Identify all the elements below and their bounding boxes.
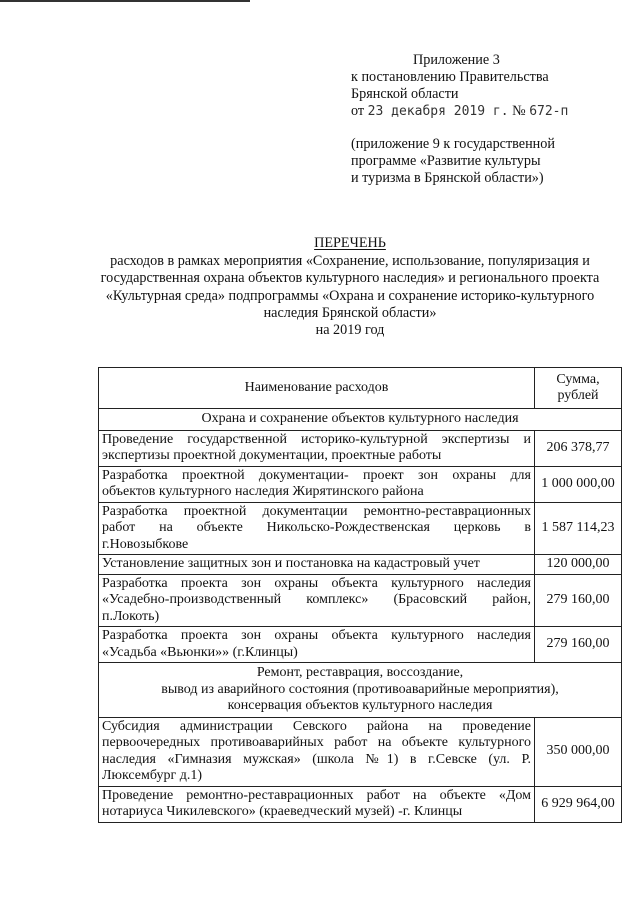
expense-line: нотариуса Чикилевского» (краеведческий музей) -г. Клинцы <box>102 804 463 819</box>
expense-line: г.Новозыбкове <box>102 536 189 552</box>
table-row <box>99 627 622 663</box>
expense-name <box>99 786 535 822</box>
expense-line: Разработка проекта зон охраны объекта культурного наследия <box>102 628 531 643</box>
expense-line: Установление защитных зон и постановка на кадастровый учет <box>102 556 480 571</box>
section-title <box>99 663 622 718</box>
header-sum-line2: рублей <box>557 388 599 403</box>
table-row <box>99 574 622 627</box>
section-title: Охрана и сохранение объектов культурного наследия <box>99 409 622 431</box>
header-sum <box>535 368 622 409</box>
title-line: «Культурная среда» подпрограммы «Охрана и сохранение историко-культурного <box>105 287 595 304</box>
expense-line: Проведение государственной историко-культурной экспертизы и <box>102 431 531 447</box>
expense-name <box>99 466 535 502</box>
expense-line: первоочередных противоаварийных работ на объекте культурного <box>102 735 531 750</box>
expense-line: «Усадьба «Вьюнки»» (г.Клинцы) <box>102 644 298 660</box>
expense-line: объектов культурного наследия Жирятинского района <box>102 484 424 499</box>
title-line: расходов в рамках мероприятия «Сохранение, использование, популяризация и <box>110 253 590 270</box>
expense-line: «Усадебно-производственный комплекс» (Брасовский район, <box>102 592 531 607</box>
section-title-line: консервация объектов культурного наследия <box>227 698 493 713</box>
header-name: Наименование расходов <box>99 368 535 409</box>
appendix-block <box>351 52 568 187</box>
section-title-line: вывод из аварийного состояния (противоаварийные мероприятия), <box>161 681 559 697</box>
appendix-region: Брянской области <box>351 86 459 102</box>
expense-line: наследия «Гимназия мужская» (школа №1) в г.Севске (ул. Р. <box>102 751 531 767</box>
expense-line: Разработка проектной документации ремонтно-реставрационных <box>102 503 531 519</box>
expenses-table <box>98 367 622 823</box>
expense-sum: 120 000,00 <box>535 555 622 575</box>
table-row <box>99 786 622 822</box>
number-value: 672-п <box>529 104 569 119</box>
spacer <box>351 120 568 136</box>
table-header-row <box>99 368 622 409</box>
expense-name <box>99 627 535 663</box>
appendix-note-1: (приложение 9 к государственной <box>351 136 555 152</box>
appendix-date-line <box>351 103 568 120</box>
expense-line: экспертизы проектной документации, проектные работы <box>102 448 442 463</box>
expense-sum: 350 000,00 <box>535 717 622 786</box>
expense-line: Разработка проекта зон охраны объекта культурного наследия <box>102 575 531 591</box>
header-sum-line1: Сумма, <box>556 371 600 387</box>
expense-name <box>99 502 535 555</box>
expense-line: п.Локоть) <box>102 608 160 624</box>
expense-sum: 206 378,77 <box>535 430 622 466</box>
appendix-note-3: и туризма в Брянской области») <box>351 170 544 186</box>
expense-sum: 6 929 964,00 <box>535 786 622 822</box>
title-line: на 2019 год <box>315 322 385 339</box>
expense-sum: 279 160,00 <box>535 627 622 663</box>
table-row <box>99 555 622 575</box>
table-row <box>99 717 622 786</box>
expense-line: работ на объекте Никольско-Рождественская церковь в <box>102 520 531 535</box>
title-line: наследия Брянской области» <box>263 304 437 321</box>
expense-name <box>99 555 535 575</box>
appendix-resolution: к постановлению Правительства <box>351 69 549 85</box>
expense-line: Люксембург д.1) <box>102 768 202 783</box>
document-title <box>60 235 640 339</box>
expense-name <box>99 430 535 466</box>
top-edge-line <box>0 0 250 2</box>
expense-line: Субсидия администрации Севского района на проведение <box>102 718 531 734</box>
expense-sum: 1 000 000,00 <box>535 466 622 502</box>
table-row <box>99 430 622 466</box>
title-line: государственная охрана объектов культурного наследия» и регионального проекта <box>100 270 600 287</box>
section-row <box>99 663 622 718</box>
section-row <box>99 409 622 431</box>
expense-sum: 279 160,00 <box>535 574 622 627</box>
expense-name <box>99 717 535 786</box>
table-row <box>99 466 622 502</box>
appendix-title: Приложение 3 <box>413 52 500 68</box>
table-row <box>99 502 622 555</box>
number-sign: № <box>512 103 526 119</box>
title-heading: ПЕРЕЧЕНЬ <box>314 235 386 251</box>
date-prefix: от <box>351 103 365 119</box>
date-value: 23 декабря 2019 г. <box>367 104 509 119</box>
expense-sum: 1 587 114,23 <box>535 502 622 555</box>
expense-line: Проведение ремонтно-реставрационных работ на объекте «Дом <box>102 787 531 803</box>
appendix-note-2: программе «Развитие культуры <box>351 153 541 169</box>
section-title-line: Ремонт, реставрация, воссоздание, <box>256 665 464 680</box>
expense-name <box>99 574 535 627</box>
expense-line: Разработка проектной документации- проект зон охраны для <box>102 467 531 483</box>
